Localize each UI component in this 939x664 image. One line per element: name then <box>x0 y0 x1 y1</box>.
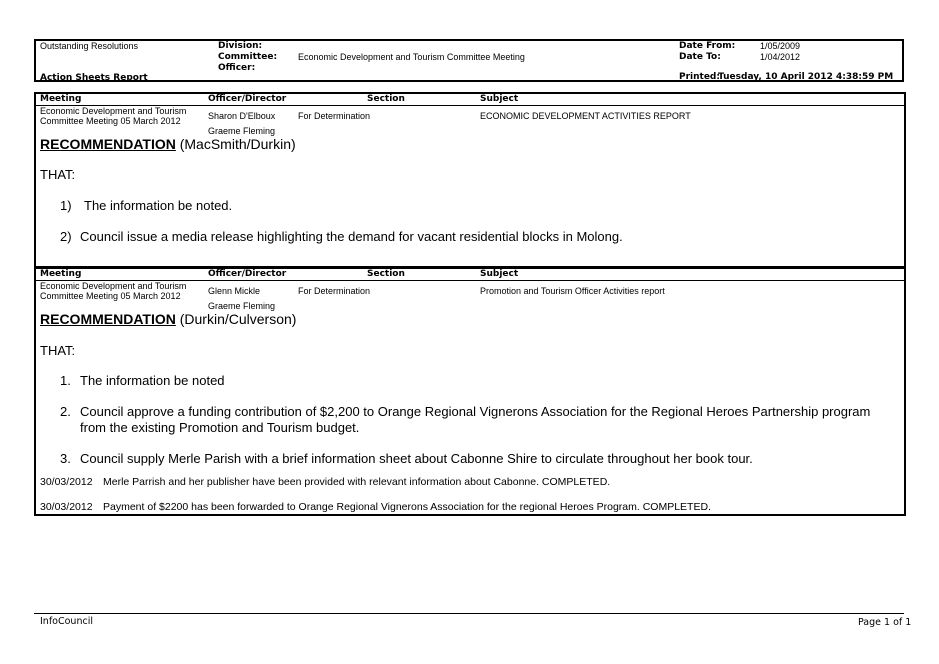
meeting-date: Committee Meeting 05 March 2012 <box>40 116 181 126</box>
subject-value: Promotion and Tourism Officer Activities report <box>480 286 665 296</box>
date-from-label: Date From: <box>679 41 736 51</box>
recommendation-movers: (Durkin/Culverson) <box>179 311 297 327</box>
report-title: Action Sheets Report <box>40 73 148 83</box>
point-number: 3. <box>60 451 71 466</box>
meeting-name: Economic Development and Tourism <box>40 281 187 291</box>
that-label: THAT: <box>40 167 76 182</box>
col-section: Section <box>367 269 405 279</box>
meeting-name: Economic Development and Tourism <box>40 106 187 116</box>
point-number: 2) <box>60 229 72 244</box>
col-section: Section <box>367 94 405 104</box>
that-label: THAT: <box>40 343 76 358</box>
recommendation-label: RECOMMENDATION <box>40 311 176 327</box>
printed-label: Printed: <box>679 72 720 82</box>
committee-value: Economic Development and Tourism Committee Meeting <box>298 52 525 62</box>
printed-value: Tuesday, 10 April 2012 4:38:59 PM <box>718 72 894 82</box>
col-subject: Subject <box>480 94 519 104</box>
point-text: Council issue a media release highlighting the demand for vacant residential blocks in Molong. <box>80 229 623 244</box>
note-text: Payment of $2200 has been forwarded to Orange Regional Vignerons Association for the regional Heroes Program. COMPLETED. <box>103 501 711 513</box>
point-text: The information be noted. <box>84 198 233 213</box>
point-text-continued: from the existing Promotion and Tourism budget. <box>80 420 360 435</box>
section-value: For Determination <box>298 111 371 121</box>
committee-label: Committee: <box>218 52 278 62</box>
outstanding-resolutions-label: Outstanding Resolutions <box>40 41 139 51</box>
date-from-value: 1/05/2009 <box>760 41 801 51</box>
recommendation-label: RECOMMENDATION <box>40 136 176 152</box>
footer-brand: InfoCouncil <box>40 616 93 627</box>
date-to-label: Date To: <box>679 52 721 62</box>
point-number: 2. <box>60 404 71 419</box>
officer-label: Officer: <box>218 63 256 73</box>
meeting-date: Committee Meeting 05 March 2012 <box>40 291 181 301</box>
column-header-row <box>36 269 904 281</box>
subject-value: ECONOMIC DEVELOPMENT ACTIVITIES REPORT <box>480 111 691 121</box>
note-date: 30/03/2012 <box>40 476 93 488</box>
point-text: The information be noted <box>80 373 225 388</box>
col-officer: Officer/Director <box>208 269 287 279</box>
page-number: Page 1 of 1 <box>858 617 912 628</box>
director-name: Graeme Fleming <box>208 126 276 136</box>
point-text: Council supply Merle Parish with a brief information sheet about Cabonne Shire to circulate throughout her book tour. <box>80 451 753 466</box>
recommendation-movers: (MacSmith/Durkin) <box>179 136 296 152</box>
recommendation-heading <box>40 311 296 327</box>
section-value: For Determination <box>298 286 371 296</box>
officer-name: Sharon D'Elboux <box>208 111 276 121</box>
col-officer: Officer/Director <box>208 94 287 104</box>
recommendation-heading <box>40 136 296 152</box>
point-text: Council approve a funding contribution of $2,200 to Orange Regional Vignerons Association for the Regional Heroes Partnership program <box>80 404 871 419</box>
footer-divider <box>34 613 904 614</box>
date-to-value: 1/04/2012 <box>760 52 801 62</box>
note-text: Merle Parrish and her publisher have been provided with relevant information about Cabonne. COMPLETED. <box>103 476 611 488</box>
point-number: 1) <box>60 198 72 213</box>
column-header-row <box>36 94 904 106</box>
point-number: 1. <box>60 373 71 388</box>
division-label: Division: <box>218 41 263 51</box>
officer-name: Glenn Mickle <box>208 286 261 296</box>
col-subject: Subject <box>480 269 519 279</box>
note-date: 30/03/2012 <box>40 501 93 513</box>
director-name: Graeme Fleming <box>208 301 276 311</box>
col-meeting: Meeting <box>40 269 82 279</box>
col-meeting: Meeting <box>40 94 82 104</box>
